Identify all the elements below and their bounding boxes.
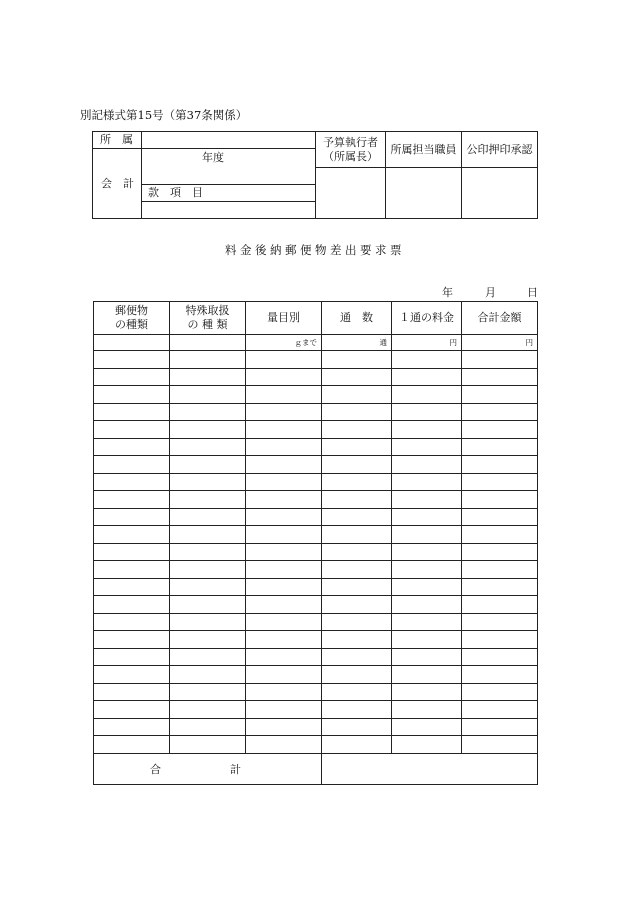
table-cell[interactable] <box>170 561 246 579</box>
table-cell[interactable] <box>246 736 322 754</box>
table-row <box>94 666 538 684</box>
table-cell[interactable] <box>462 701 538 719</box>
table-cell[interactable] <box>322 701 392 719</box>
table-cell[interactable] <box>392 386 462 404</box>
table-cell[interactable] <box>462 351 538 369</box>
table-cell[interactable] <box>170 666 246 684</box>
table-cell[interactable] <box>462 736 538 754</box>
table-cell[interactable] <box>462 438 538 456</box>
table-cell[interactable] <box>462 683 538 701</box>
table-cell[interactable] <box>392 421 462 439</box>
table-cell[interactable] <box>246 456 322 474</box>
table-cell[interactable] <box>392 631 462 649</box>
table-cell[interactable] <box>94 561 170 579</box>
table-cell[interactable] <box>462 561 538 579</box>
table-cell[interactable] <box>392 508 462 526</box>
table-cell[interactable] <box>246 683 322 701</box>
table-cell[interactable] <box>462 403 538 421</box>
table-cell[interactable] <box>246 438 322 456</box>
table-cell[interactable] <box>246 631 322 649</box>
request-table <box>93 301 538 785</box>
date-day: 日 <box>527 286 538 299</box>
table-cell[interactable] <box>322 543 392 561</box>
accounting-label: 会 計 <box>93 149 142 219</box>
table-cell[interactable] <box>246 701 322 719</box>
table-cell[interactable] <box>392 701 462 719</box>
table-cell[interactable] <box>94 666 170 684</box>
table-cell[interactable] <box>462 421 538 439</box>
affiliation-field[interactable] <box>142 132 316 149</box>
table-cell[interactable] <box>462 718 538 736</box>
table-row <box>94 508 538 526</box>
table-cell[interactable] <box>322 683 392 701</box>
unit-yen-fee[interactable]: 円 <box>392 335 462 351</box>
table-cell[interactable] <box>462 578 538 596</box>
table-cell[interactable] <box>246 351 322 369</box>
table-cell[interactable] <box>170 386 246 404</box>
affiliation-label: 所 属 <box>93 132 142 149</box>
table-cell[interactable] <box>462 596 538 614</box>
table-cell[interactable] <box>392 648 462 666</box>
table-cell[interactable] <box>246 613 322 631</box>
table-cell[interactable] <box>322 473 392 491</box>
table-cell[interactable] <box>246 543 322 561</box>
table-cell[interactable] <box>94 613 170 631</box>
table-row <box>94 631 538 649</box>
form-title: 料金後納郵便物差出要求票 <box>225 243 405 257</box>
table-cell[interactable] <box>322 596 392 614</box>
table-cell[interactable] <box>246 386 322 404</box>
table-cell[interactable] <box>392 491 462 509</box>
table-row <box>94 403 538 421</box>
table-cell[interactable] <box>94 473 170 491</box>
table-cell[interactable] <box>170 491 246 509</box>
table-cell[interactable] <box>392 403 462 421</box>
table-cell[interactable] <box>94 596 170 614</box>
table-row <box>94 386 538 404</box>
table-cell[interactable] <box>170 438 246 456</box>
unit-yen-total[interactable]: 円 <box>462 335 538 351</box>
header-weight-class: 量目別 <box>246 302 322 335</box>
table-cell[interactable] <box>246 578 322 596</box>
table-cell[interactable] <box>392 666 462 684</box>
table-cell[interactable] <box>462 526 538 544</box>
table-cell[interactable] <box>170 508 246 526</box>
table-cell[interactable] <box>94 718 170 736</box>
table-cell[interactable] <box>94 701 170 719</box>
table-row <box>94 351 538 369</box>
seal-approval-box[interactable] <box>462 168 538 219</box>
fiscal-year-label: 年度 <box>202 151 224 164</box>
table-cell[interactable] <box>322 736 392 754</box>
table-cell[interactable] <box>462 648 538 666</box>
table-row <box>94 718 538 736</box>
header-special-handling-line1: 特殊取扱 <box>185 304 230 318</box>
table-cell[interactable] <box>170 648 246 666</box>
table-cell[interactable] <box>392 683 462 701</box>
total-value-cell[interactable] <box>322 753 538 784</box>
header-mail-type <box>94 302 170 335</box>
table-cell[interactable] <box>170 421 246 439</box>
table-row <box>94 596 538 614</box>
table-cell[interactable] <box>322 456 392 474</box>
header-special-handling-line2: の 種 類 <box>187 318 228 331</box>
table-cell[interactable] <box>94 683 170 701</box>
table-row <box>94 701 538 719</box>
staff-in-charge-seal-box[interactable] <box>386 168 462 219</box>
table-cell[interactable] <box>94 368 170 386</box>
header-unit-fee: １通の料金 <box>392 302 462 335</box>
table-cell[interactable] <box>170 736 246 754</box>
table-row <box>94 578 538 596</box>
table-cell[interactable] <box>462 666 538 684</box>
table-row <box>94 421 538 439</box>
blank-rows <box>94 351 538 754</box>
units-cell[interactable] <box>94 335 170 351</box>
date-month: 月 <box>485 286 496 299</box>
table-cell[interactable] <box>392 456 462 474</box>
table-cell[interactable] <box>94 648 170 666</box>
table-cell[interactable] <box>322 613 392 631</box>
table-cell[interactable] <box>462 491 538 509</box>
header-special-handling <box>170 302 246 335</box>
table-cell[interactable] <box>94 421 170 439</box>
table-cell[interactable] <box>322 718 392 736</box>
budget-executor-seal-box[interactable] <box>316 168 386 219</box>
budget-executor-line1: 予算執行者 <box>323 136 378 150</box>
table-cell[interactable] <box>94 578 170 596</box>
table-cell[interactable] <box>392 351 462 369</box>
table-cell[interactable] <box>170 403 246 421</box>
table-cell[interactable] <box>322 403 392 421</box>
table-cell[interactable] <box>94 456 170 474</box>
table-row <box>94 613 538 631</box>
table-cell[interactable] <box>322 666 392 684</box>
unit-grams[interactable]: ｇまで <box>246 335 322 351</box>
table-cell[interactable] <box>322 386 392 404</box>
table-cell[interactable] <box>170 683 246 701</box>
total-label-1: 合 <box>150 762 161 776</box>
table-cell[interactable] <box>246 526 322 544</box>
table-cell[interactable] <box>170 351 246 369</box>
table-cell[interactable] <box>170 578 246 596</box>
table-cell[interactable] <box>246 403 322 421</box>
table-cell[interactable] <box>392 718 462 736</box>
header-mail-type-line1: 郵便物 <box>115 304 148 318</box>
budget-executor-header <box>316 132 386 168</box>
table-cell[interactable] <box>322 508 392 526</box>
table-header-row <box>94 302 538 335</box>
header-mail-type-line2: の種類 <box>115 318 148 331</box>
item-label: 款 項 目 <box>142 185 316 202</box>
header-total-amount: 合計金額 <box>462 302 538 335</box>
table-cell[interactable] <box>392 438 462 456</box>
approval-table <box>92 131 538 219</box>
table-row <box>94 368 538 386</box>
units-cell[interactable] <box>170 335 246 351</box>
table-cell[interactable] <box>322 578 392 596</box>
table-row <box>94 736 538 754</box>
table-cell[interactable] <box>170 543 246 561</box>
date-line <box>442 284 538 300</box>
table-cell[interactable] <box>462 508 538 526</box>
item-field[interactable] <box>142 202 316 219</box>
table-cell[interactable] <box>94 543 170 561</box>
table-cell[interactable] <box>246 666 322 684</box>
table-cell[interactable] <box>94 403 170 421</box>
table-cell[interactable] <box>170 368 246 386</box>
table-cell[interactable] <box>322 491 392 509</box>
table-cell[interactable] <box>462 473 538 491</box>
table-cell[interactable] <box>246 473 322 491</box>
table-cell[interactable] <box>246 561 322 579</box>
table-cell[interactable] <box>246 718 322 736</box>
table-cell[interactable] <box>246 508 322 526</box>
table-row <box>94 648 538 666</box>
table-row <box>94 491 538 509</box>
table-cell[interactable] <box>462 386 538 404</box>
unit-count[interactable]: 通 <box>322 335 392 351</box>
table-cell[interactable] <box>170 473 246 491</box>
table-cell[interactable] <box>462 368 538 386</box>
table-cell[interactable] <box>322 631 392 649</box>
table-cell[interactable] <box>170 456 246 474</box>
table-cell[interactable] <box>246 596 322 614</box>
table-cell[interactable] <box>322 438 392 456</box>
table-cell[interactable] <box>322 421 392 439</box>
table-cell[interactable] <box>392 526 462 544</box>
table-cell[interactable] <box>392 596 462 614</box>
table-cell[interactable] <box>462 543 538 561</box>
table-cell[interactable] <box>170 701 246 719</box>
table-row <box>94 683 538 701</box>
table-cell[interactable] <box>170 596 246 614</box>
table-cell[interactable] <box>322 526 392 544</box>
table-cell[interactable] <box>94 438 170 456</box>
table-cell[interactable] <box>94 508 170 526</box>
table-cell[interactable] <box>322 351 392 369</box>
table-cell[interactable] <box>322 648 392 666</box>
table-row <box>94 438 538 456</box>
table-cell[interactable] <box>170 718 246 736</box>
table-cell[interactable] <box>392 578 462 596</box>
table-row <box>94 526 538 544</box>
table-cell[interactable] <box>462 631 538 649</box>
table-cell[interactable] <box>246 421 322 439</box>
table-cell[interactable] <box>392 368 462 386</box>
seal-approval-header: 公印押印承認 <box>462 132 538 168</box>
fiscal-year-field[interactable] <box>142 149 316 185</box>
table-cell[interactable] <box>94 736 170 754</box>
header-count: 通 数 <box>322 302 392 335</box>
total-row <box>94 753 538 784</box>
form-number-label: 別記様式第15号（第37条関係） <box>80 108 248 122</box>
table-row <box>94 456 538 474</box>
table-cell[interactable] <box>462 613 538 631</box>
budget-executor-line2: （所属長） <box>323 149 378 163</box>
table-cell[interactable] <box>462 456 538 474</box>
table-cell[interactable] <box>170 526 246 544</box>
units-row <box>94 335 538 351</box>
table-cell[interactable] <box>246 368 322 386</box>
total-label-2: 計 <box>230 762 241 776</box>
table-row <box>94 543 538 561</box>
table-cell[interactable] <box>246 648 322 666</box>
table-cell[interactable] <box>392 473 462 491</box>
table-cell[interactable] <box>392 736 462 754</box>
table-cell[interactable] <box>170 631 246 649</box>
table-cell[interactable] <box>94 491 170 509</box>
table-cell[interactable] <box>392 543 462 561</box>
table-cell[interactable] <box>170 613 246 631</box>
table-cell[interactable] <box>94 631 170 649</box>
table-cell[interactable] <box>322 561 392 579</box>
table-cell[interactable] <box>94 386 170 404</box>
table-row <box>94 561 538 579</box>
table-cell[interactable] <box>246 491 322 509</box>
table-cell[interactable] <box>94 526 170 544</box>
table-cell[interactable] <box>94 351 170 369</box>
table-cell[interactable] <box>322 368 392 386</box>
table-row <box>94 473 538 491</box>
staff-in-charge-header: 所属担当職員 <box>386 132 462 168</box>
total-label-cell <box>94 753 322 784</box>
date-year: 年 <box>442 286 453 299</box>
table-cell[interactable] <box>392 561 462 579</box>
table-cell[interactable] <box>392 613 462 631</box>
